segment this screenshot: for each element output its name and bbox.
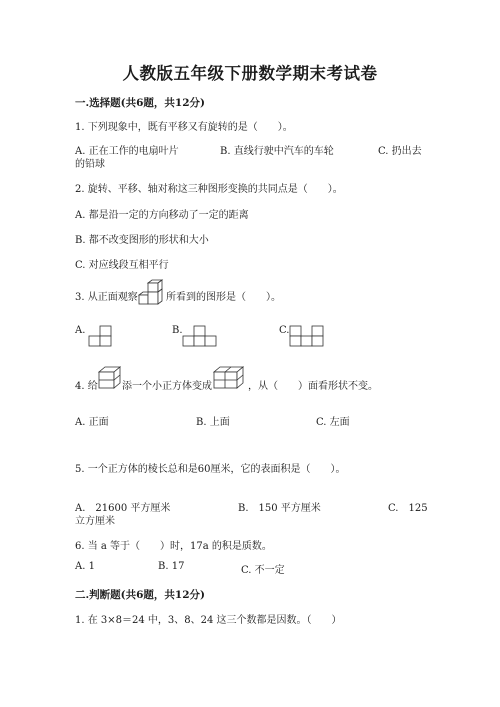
q6-stem: 6. 当 a 等于（ ）时，17a 的积是质数。 <box>75 541 272 552</box>
q1-option-b[interactable]: B. 直线行驶中汽车的车轮 <box>220 146 334 157</box>
q4-option-a[interactable]: A. 正面 <box>75 417 109 428</box>
q4-option-b[interactable]: B. 上面 <box>196 417 230 428</box>
q5-option-c[interactable]: C. 125 <box>388 503 428 514</box>
q3-option-a-figure <box>88 325 112 347</box>
q1-option-a[interactable]: A. 正在工作的电扇叶片 <box>75 146 179 157</box>
q5-option-b[interactable]: B. 150 平方厘米 <box>238 503 321 514</box>
section2-heading: 二.判断题(共6题，共12分) <box>75 589 206 601</box>
page-title: 人教版五年级下册数学期末考试卷 <box>122 64 378 83</box>
q6-option-b[interactable]: B. 17 <box>158 561 185 572</box>
q3-option-b[interactable]: B. <box>172 325 183 336</box>
q2-stem: 2. 旋转、平移、轴对称这三种图形变换的共同点是（ ）。 <box>75 184 343 195</box>
q4-shape-before-figure <box>98 366 122 390</box>
q4-stem-mid: 添一个小正方体变成 <box>122 381 212 392</box>
q4-shape-after-figure <box>213 366 247 390</box>
q3-cube-stack-figure <box>138 280 164 308</box>
q3-option-a[interactable]: A. <box>75 325 86 336</box>
q5-stem: 5. 一个正方体的棱长总和是60厘米，它的表面积是（ ）。 <box>75 464 346 475</box>
q6-option-a[interactable]: A. 1 <box>75 561 95 572</box>
q4-stem-pre: 4. 给 <box>75 381 98 392</box>
q6-option-c[interactable]: C. 不一定 <box>241 565 285 576</box>
judge-q1-stem: 1. 在 3×8＝24 中，3、8、24 这三个数都是因数。（ ） <box>75 615 342 626</box>
q2-option-c[interactable]: C. 对应线段互相平行 <box>75 260 169 271</box>
q1-option-c-cont: 的铅球 <box>75 159 105 170</box>
q3-option-c-figure <box>289 325 325 347</box>
q3-option-b-figure <box>182 325 218 347</box>
q3-stem-pre: 3. 从正面观察 <box>75 292 138 303</box>
q1-option-c[interactable]: C. 扔出去 <box>378 146 422 157</box>
q2-option-a[interactable]: A. 都是沿一定的方向移动了一定的距离 <box>75 210 249 221</box>
q5-option-c-cont: 立方厘米 <box>75 516 115 527</box>
q4-option-c[interactable]: C. 左面 <box>316 417 350 428</box>
q2-option-b[interactable]: B. 都不改变图形的形状和大小 <box>75 235 209 246</box>
q5-option-a[interactable]: A. 21600 平方厘米 <box>75 503 171 514</box>
q3-option-c[interactable]: C. <box>279 325 290 336</box>
q3-stem-post: 所看到的图形是（ ）。 <box>166 292 281 303</box>
section1-heading: 一.选择题(共6题，共12分) <box>75 97 206 109</box>
q1-stem: 1. 下列现象中，既有平移又有旋转的是（ ）。 <box>75 122 293 133</box>
q4-stem-post: ，从（ ）面看形状不变。 <box>248 381 378 392</box>
